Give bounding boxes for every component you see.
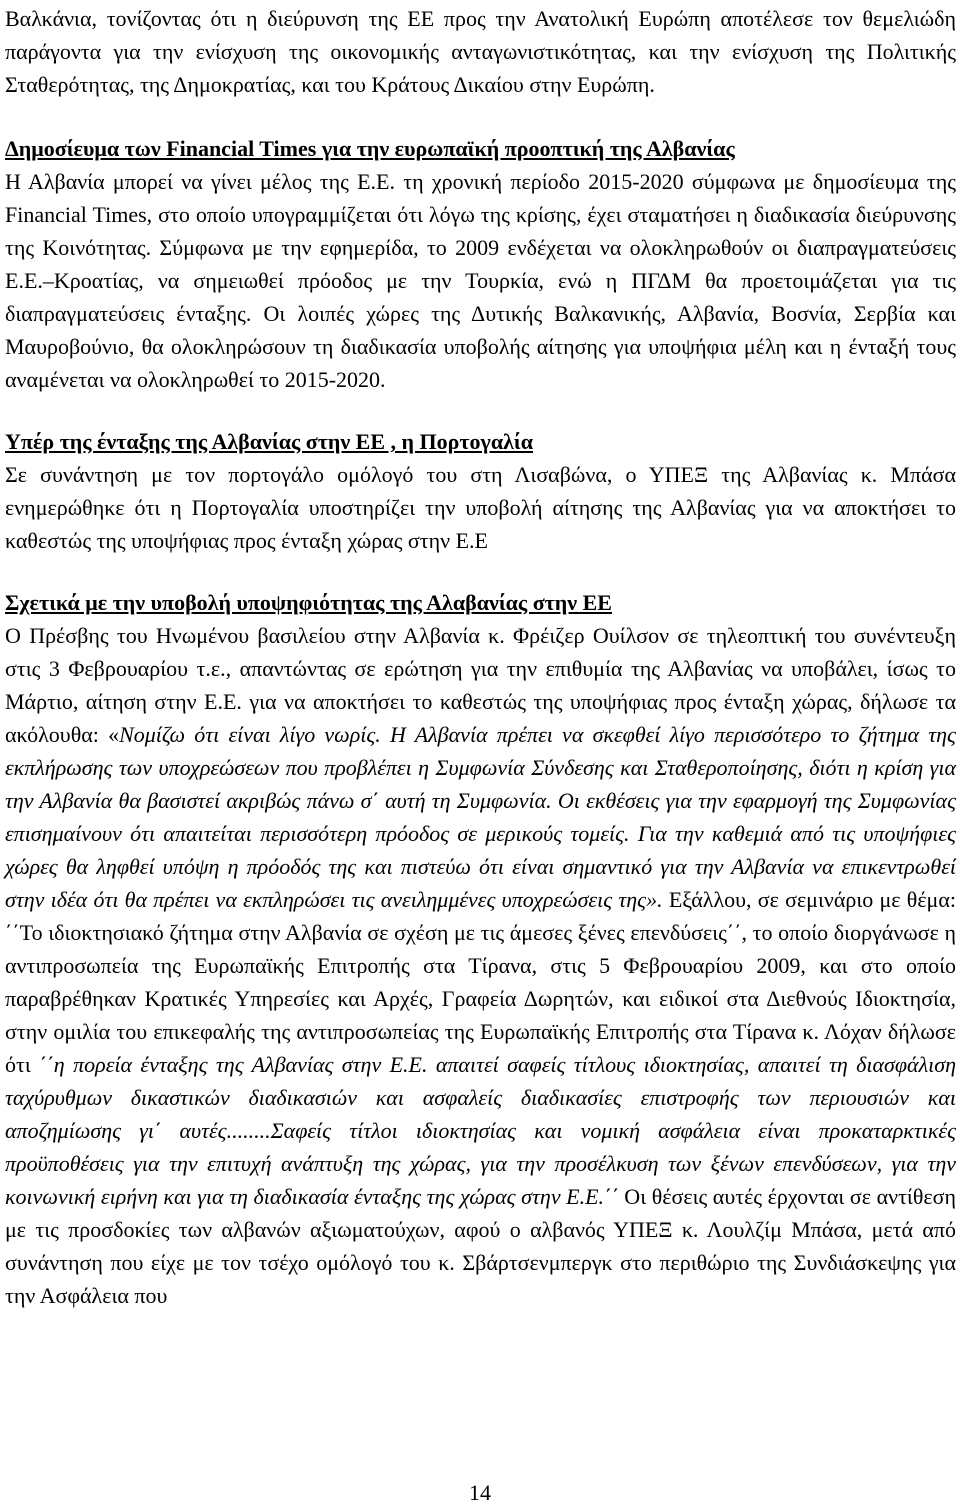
candidacy-text-3: Οι θέσεις αυτές έρχονται σε αντίθεση με τις προσδοκίες των αλβανών αξιωματούχων, αφού ο αλβανός ΥΠΕΞ κ. Λουλζίμ Μπάσα, μετά από συνάντηση που είχε με τον τσέχο ομόλογό του κ. Σβάρτσενμπεργκ στο περιθώριο της Συνδιάσκεψης για την Ασφάλεια που — [5, 1184, 956, 1308]
candidacy-quote-ambassador: Νομίζω ότι είναι λίγο νωρίς. Η Αλβανία πρέπει να σκεφθεί λίγο περισσότερο το ζήτημα της εκπλήρωσης των υποχρεώσεων που προβλέπει η Συμφωνία Σύνδεσης και Σταθεροποίησης, διότι η κρίση για την Αλβανία θα βασιστεί ακριβώς πάνω σ΄ αυτή τη Συμφωνία. Οι εκθέσεις για την εφαρμογή της Συμφωνίας επισημαίνουν ότι απαιτείται περισσότερη πρόοδος σε μερικούς τομείς. Για την καθεμιά από τις υποψήφιες χώρες θα ληφθεί υπόψη η πρόοδός της και πιστεύω ότι είναι σημαντικό για την Αλβανία να επικεντρωθεί στην ιδέα ότι θα πρέπει να εκπληρώσει τις ανειλημμένες υποχρεώσεις της». — [5, 722, 956, 912]
section-heading-candidacy: Σχετικά με την υποβολή υποψηφιότητας της Αλαβανίας στην ΕΕ — [5, 590, 612, 615]
spacer — [5, 396, 956, 425]
spacer — [5, 557, 956, 586]
section-heading-portugal: Υπέρ της ένταξης της Αλβανίας στην ΕΕ , η Πορτογαλία — [5, 429, 534, 454]
candidacy-text-1: Ο Πρέσβης του Ηνωμένου βασιλείου στην Αλβανία κ. Φρέιζερ Ουίλσον σε τηλεοπτική του συνέντευξη στις 3 Φεβρουαρίου τ.ε., απαντώντας σε ερώτηση για την επιθυμία της Αλβανίας να υποβάλει, ίσως το Μάρτιο, αίτηση στην Ε.Ε. για να αποκτήσει το καθεστώς της υποψήφιας προς ένταξη χώρας, δήλωσε τα ακόλουθα: « — [5, 623, 956, 747]
section-body-financial-times: Η Αλβανία μπορεί να γίνει μέλος της Ε.Ε. τη χρονική περίοδο 2015-2020 σύμφωνα με δημοσίευμα της Financial Times, στο οποίο υπογραμμίζεται ότι λόγω της κρίσης, έχει σταματήσει η διαδικασία διεύρυνσης της Κοινότητας. Σύμφωνα με την εφημερίδα, το 2009 ενδέχεται να ολοκληρωθούν οι διαπραγματεύσεις Ε.Ε.–Κροατίας, να σημειωθεί πρόοδος με την Τουρκία, ενώ η ΠΓΔΜ θα προετοιμάζεται για τις διαπραγματεύσεις ένταξης. Οι λοιπές χώρες της Δυτικής Βαλκανικής, Αλβανία, Βοσνία, Σερβία και Μαυροβούνιο, θα ολοκληρώσουν τη διαδικασία υποβολής αίτησης για υποψήφια μέλη και η ένταξή τους αναμένεται να ολοκληρωθεί το 2015-2020. — [5, 169, 956, 392]
candidacy-quote-lochan: ΄΄η πορεία ένταξης της Αλβανίας στην Ε.Ε. απαιτεί σαφείς τίτλους ιδιοκτησίας, απαιτεί τη διασφάλιση ταχύρυθμων δικαστικών διαδικασιών και ασφαλείς διαδικασίες επιστροφής των περιουσιών και αποζημίωσης γι΄ αυτές........Σαφείς τίτλοι ιδιοκτησίας και νομική ασφάλεια είναι προκαταρκτικές προϋποθέσεις για την επιτυχή ανάπτυξη της χώρας, για την προσέλκυση των ξένων επενδύσεων, για την κοινωνική ειρήνη και για τη διαδικασία ένταξης της χώρας στην Ε.Ε.΄΄ — [5, 1052, 957, 1209]
section-heading-financial-times: Δημοσίευμα των Financial Times για την ευρωπαϊκή προοπτική της Αλβανίας — [5, 136, 735, 161]
candidacy-text-2: Εξάλλου, σε σεμινάριο με θέμα: ΄΄Το ιδιοκτησιακό ζήτημα στην Αλβανία σε σχέση με τις άμεσες ξένες επενδύσεις΄΄, το οποίο διοργάνωσε η αντιπροσωπεία της Ευρωπαϊκής Επιτροπής στα Τίρανα, στις 5 Φεβρουαρίου 2009, και στο οποίο παραβρέθηκαν Κρατικές Υπηρεσίες και Αρχές, Γραφεία Δωρητών, και ειδικοί στα Διεθνούς Ιδιοκτησία, στην ομιλία του επικεφαλής της αντιπροσωπείας της Ευρωπαϊκής Επιτροπής στα Τίρανα κ. Λόχαν δήλωσε ότι — [5, 887, 956, 1077]
intro-paragraph: Βαλκάνια, τονίζοντας ότι η διεύρυνση της ΕΕ προς την Ανατολική Ευρώπη αποτέλεσε τον θεμελιώδη παράγοντα για την ενίσχυση της οικονομικής ανταγωνιστικότητας, και την ενίσχυση της Πολιτικής Σταθερότητας, της Δημοκρατίας, και του Κράτους Δικαίου στην Ευρώπη. — [5, 6, 956, 97]
spacer — [5, 101, 956, 132]
section-body-portugal: Σε συνάντηση με τον πορτογάλο ομόλογό του στη Λισαβώνα, ο ΥΠΕΞ της Αλβανίας κ. Μπάσα ενημερώθηκε ότι η Πορτογαλία υποστηρίζει την υποβολή αίτησης της Αλβανίας για να αποκτήσει το καθεστώς της υποψήφιας προς ένταξη χώρας στην Ε.Ε — [5, 462, 956, 553]
page-number: 14 — [469, 1480, 491, 1505]
document-page — [5, 0, 956, 1312]
section-body-candidacy — [5, 619, 956, 1312]
